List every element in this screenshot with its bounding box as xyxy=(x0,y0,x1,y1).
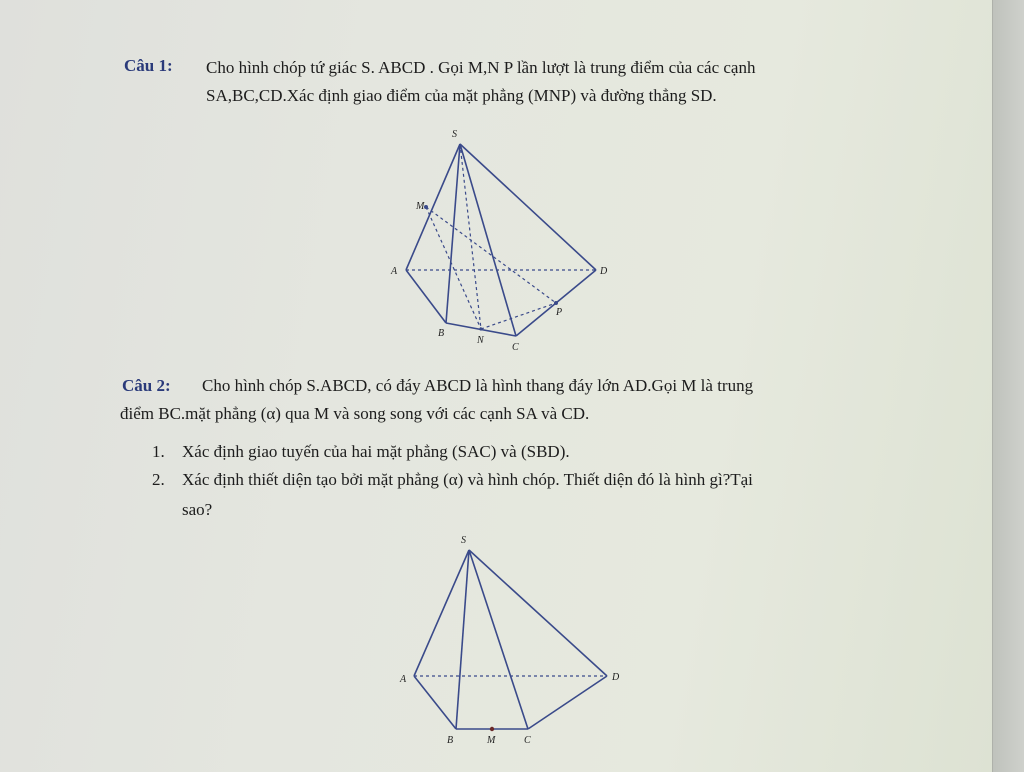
label-P: P xyxy=(556,307,563,318)
q2-line1: Cho hình chóp S.ABCD, có đáy ABCD là hình thang đáy lớn AD.Gọi M là trung xyxy=(202,376,754,395)
q1-label: Câu 1: xyxy=(124,56,173,75)
label-A-2: A xyxy=(400,674,407,685)
q2-item1-num: 1. xyxy=(152,442,165,461)
label-M: M xyxy=(416,201,425,212)
line-MP xyxy=(426,207,556,303)
pyramid-figure-2 xyxy=(399,535,620,746)
line-NP xyxy=(481,303,556,329)
q1-line2: SA,BC,CD.Xác định giao điểm của mặt phẳng (MNP) và đường thẳng SD. xyxy=(206,86,717,105)
label-N: N xyxy=(477,335,484,346)
label-C: C xyxy=(512,342,519,353)
point-M-2 xyxy=(490,727,494,731)
edge-AB-2 xyxy=(414,676,456,729)
edge-CD-2 xyxy=(528,676,607,729)
label-D: D xyxy=(600,266,608,277)
label-S: S xyxy=(452,129,457,140)
q2-label: Câu 2: xyxy=(122,376,171,395)
edge-AB xyxy=(406,270,446,323)
label-C-2: C xyxy=(524,735,531,746)
label-D-2: D xyxy=(612,672,620,683)
point-P xyxy=(554,301,558,305)
label-B: B xyxy=(438,328,445,339)
edge-SD xyxy=(460,144,596,270)
label-B-2: B xyxy=(447,735,454,746)
pyramid-figure-1 xyxy=(390,129,608,353)
point-M xyxy=(424,205,428,209)
q2-item2-cont: sao? xyxy=(182,500,213,519)
label-S-2: S xyxy=(461,535,466,546)
q2-item1-text: Xác định giao tuyến của hai mặt phẳng (SAC) và (SBD). xyxy=(182,442,570,461)
q2-item2-text: Xác định thiết diện tạo bởi mặt phẳng (α) và hình chóp. Thiết diện đó là hình gì?Tại xyxy=(182,470,753,489)
edge-SC xyxy=(460,144,516,336)
q1-line1: Cho hình chóp tứ giác S. ABCD . Gọi M,N P lần lượt là trung điểm của các cạnh xyxy=(206,58,756,77)
label-M-2: M xyxy=(487,735,496,746)
line-SN xyxy=(460,144,481,329)
q2-item2-num: 2. xyxy=(152,470,165,489)
point-N xyxy=(479,327,482,330)
label-A: A xyxy=(391,266,398,277)
q2-line2: điểm BC.mặt phẳng (α) qua M và song song với các cạnh SA và CD. xyxy=(120,404,590,423)
